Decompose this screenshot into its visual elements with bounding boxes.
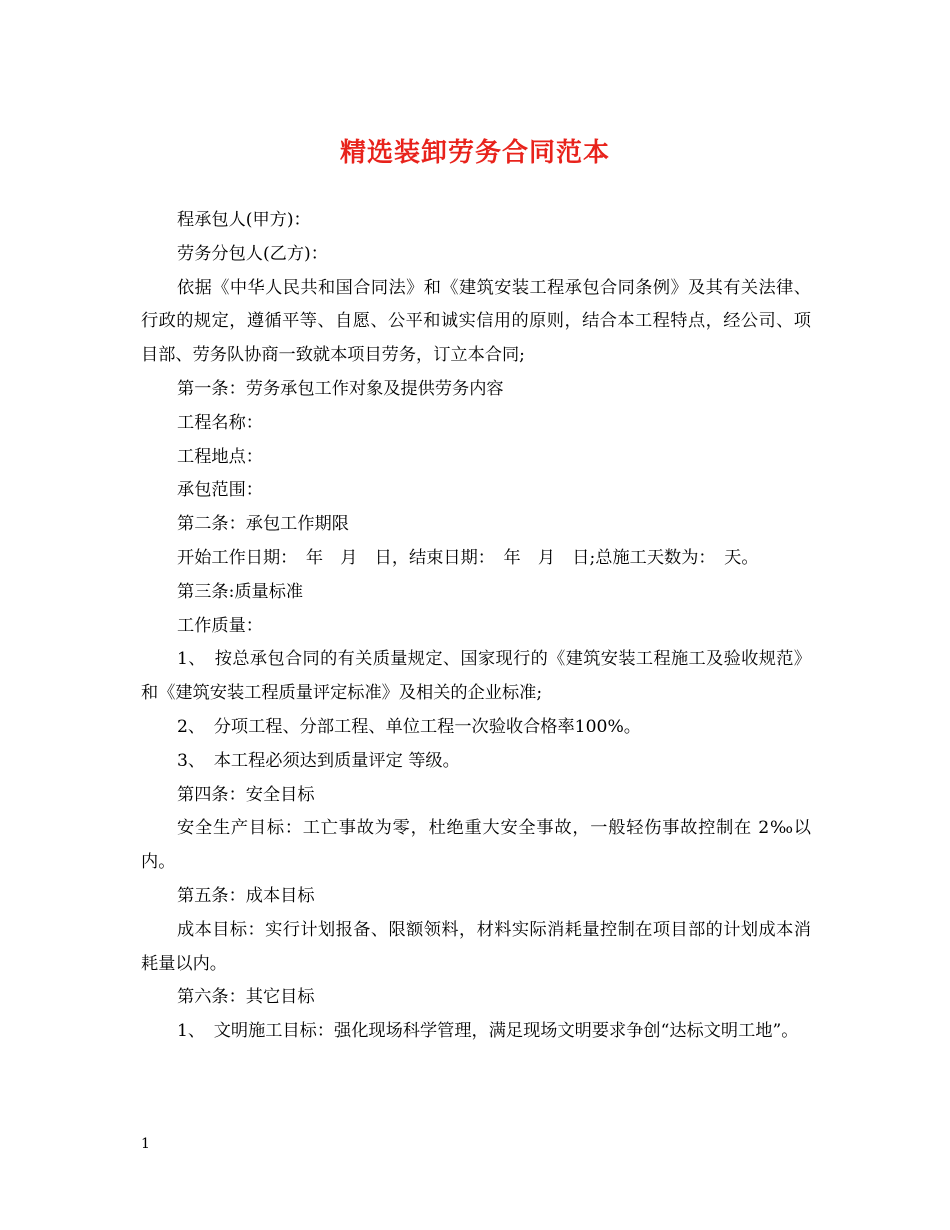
paragraph: 第五条：成本目标 xyxy=(177,885,315,906)
paragraph: 1、 文明施工目标：强化现场科学管理，满足现场文明要求争创“达标文明工地”。 xyxy=(177,1021,799,1042)
paragraph: 第一条：劳务承包工作对象及提供劳务内容 xyxy=(177,378,504,399)
document-body xyxy=(141,204,811,1049)
paragraph: 工程地点： xyxy=(177,446,263,467)
paragraph: 工程名称： xyxy=(177,412,263,433)
page-number: 1 xyxy=(141,1136,150,1152)
paragraph: 第六条：其它目标 xyxy=(177,987,315,1008)
document-title: 精选装卸劳务合同范本 xyxy=(339,138,610,168)
paragraph: 第四条：安全目标 xyxy=(177,784,315,805)
paragraph: 成本目标：实行计划报备、限额领料，材料实际消耗量控制在项目部的计划成本消耗量以内。 xyxy=(141,919,811,974)
paragraph: 开始工作日期： 年 月 日，结束日期： 年 月 日;总施工天数为： 天。 xyxy=(177,547,759,568)
paragraph: 安全生产目标：工亡事故为零，杜绝重大安全事故，一般轻伤事故控制在 2‰以内。 xyxy=(141,818,811,873)
paragraph: 工作质量： xyxy=(177,615,263,636)
paragraph: 1、 按总承包合同的有关质量规定、国家现行的《建筑安装工程施工及验收规范》和《建筑安装工程质量评定标准》及相关的企业标准; xyxy=(141,649,811,704)
paragraph: 程承包人(甲方)： xyxy=(177,210,311,230)
paragraph: 承包范围： xyxy=(177,480,263,501)
paragraph: 依据《中华人民共和国合同法》和《建筑安装工程承包合同条例》及其有关法律、行政的规定，遵循平等、自愿、公平和诚实信用的原则，结合本工程特点，经公司、项目部、劳务队协商一致就本项目劳务，订立本合同; xyxy=(141,277,811,366)
paragraph: 2、 分项工程、分部工程、单位工程一次验收合格率100%。 xyxy=(177,716,641,737)
paragraph: 3、 本工程必须达到质量评定 等级。 xyxy=(177,750,460,771)
paragraph: 第三条:质量标准 xyxy=(177,581,304,602)
paragraph: 劳务分包人(乙方)： xyxy=(177,243,328,264)
paragraph: 第二条：承包工作期限 xyxy=(177,514,349,535)
